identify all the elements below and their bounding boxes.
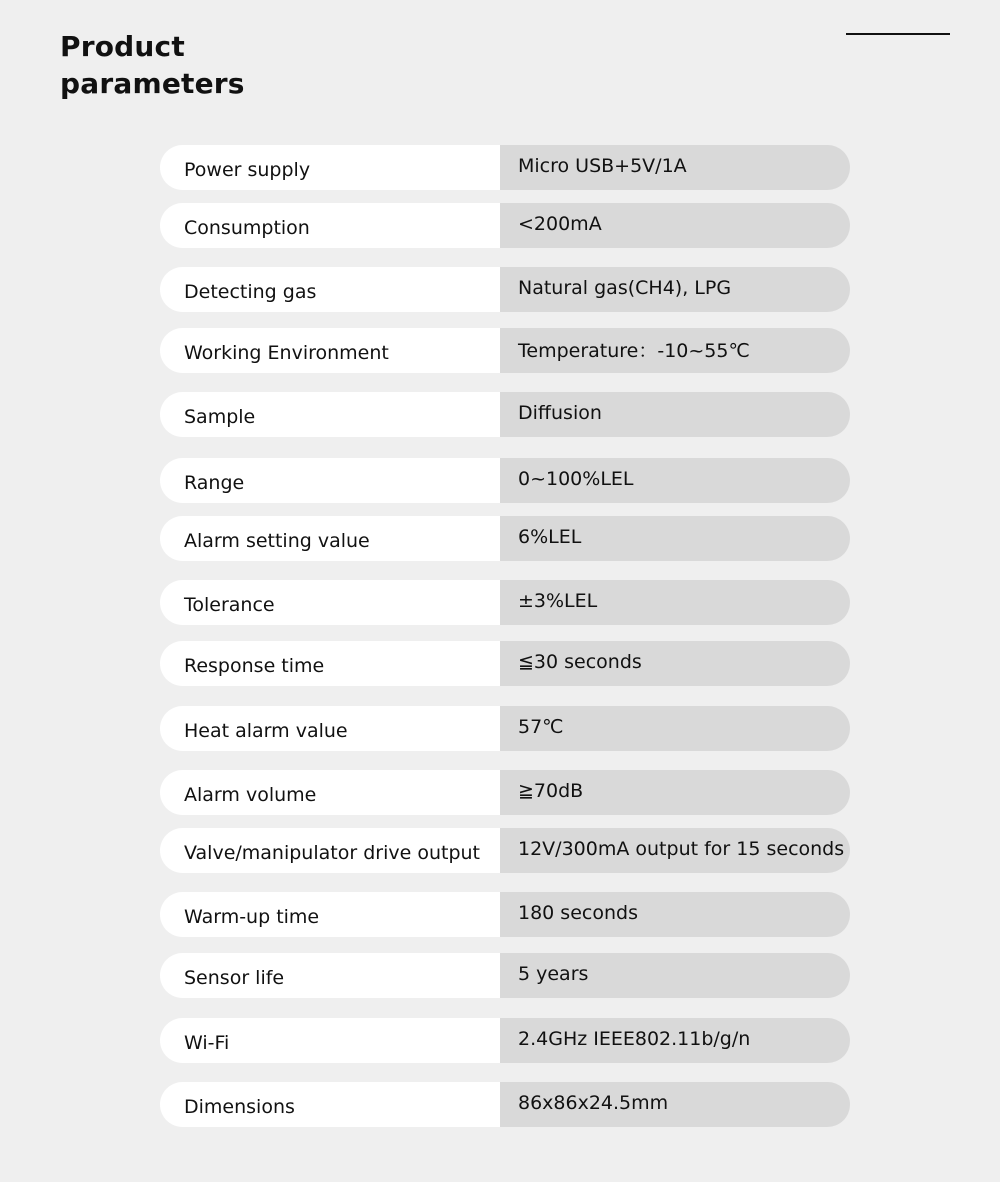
param-row-wifi <box>160 1018 850 1063</box>
param-label: Working Environment <box>160 328 500 373</box>
param-row-alarm-setting-value <box>160 516 850 561</box>
param-value: 6%LEL <box>500 516 850 561</box>
param-label: Alarm setting value <box>160 516 500 561</box>
page-title-line-2: parameters <box>60 67 245 100</box>
param-row-working-environment <box>160 328 850 373</box>
param-value: Micro USB+5V/1A <box>500 145 850 190</box>
param-label: Power supply <box>160 145 500 190</box>
param-label: Consumption <box>160 203 500 248</box>
param-row-sample <box>160 392 850 437</box>
param-label: Sample <box>160 392 500 437</box>
param-label: Heat alarm value <box>160 706 500 751</box>
param-label: Detecting gas <box>160 267 500 312</box>
param-value: 57℃ <box>500 706 850 751</box>
param-value: ≧70dB <box>500 770 850 815</box>
param-row-range <box>160 458 850 503</box>
param-row-sensor-life <box>160 953 850 998</box>
page-title <box>60 28 245 102</box>
param-label: Dimensions <box>160 1082 500 1127</box>
param-row-valve-drive-output <box>160 828 850 873</box>
param-row-tolerance <box>160 580 850 625</box>
param-label: Alarm volume <box>160 770 500 815</box>
param-label: Response time <box>160 641 500 686</box>
param-label: Tolerance <box>160 580 500 625</box>
param-value: ±3%LEL <box>500 580 850 625</box>
param-value: 86x86x24.5mm <box>500 1082 850 1127</box>
param-row-detecting-gas <box>160 267 850 312</box>
param-label: Warm-up time <box>160 892 500 937</box>
param-label: Wi-Fi <box>160 1018 500 1063</box>
param-row-response-time <box>160 641 850 686</box>
param-value: Natural gas(CH4), LPG <box>500 267 850 312</box>
param-value: ≦30 seconds <box>500 641 850 686</box>
param-value: Temperature：-10~55℃ <box>500 328 850 373</box>
param-value: 5 years <box>500 953 850 998</box>
param-value: 180 seconds <box>500 892 850 937</box>
param-row-dimensions <box>160 1082 850 1127</box>
param-value: 2.4GHz IEEE802.11b/g/n <box>500 1018 850 1063</box>
param-value: 0~100%LEL <box>500 458 850 503</box>
param-value: <200mA <box>500 203 850 248</box>
param-row-consumption <box>160 203 850 248</box>
page-title-line-1: Product <box>60 30 185 63</box>
param-label: Range <box>160 458 500 503</box>
param-row-warm-up-time <box>160 892 850 937</box>
param-row-heat-alarm-value <box>160 706 850 751</box>
param-value: 12V/300mA output for 15 seconds <box>500 828 850 873</box>
param-row-alarm-volume <box>160 770 850 815</box>
param-label: Valve/manipulator drive output <box>160 828 500 873</box>
param-label: Sensor life <box>160 953 500 998</box>
param-value: Diffusion <box>500 392 850 437</box>
decorative-rule <box>846 33 950 35</box>
param-row-power-supply <box>160 145 850 190</box>
